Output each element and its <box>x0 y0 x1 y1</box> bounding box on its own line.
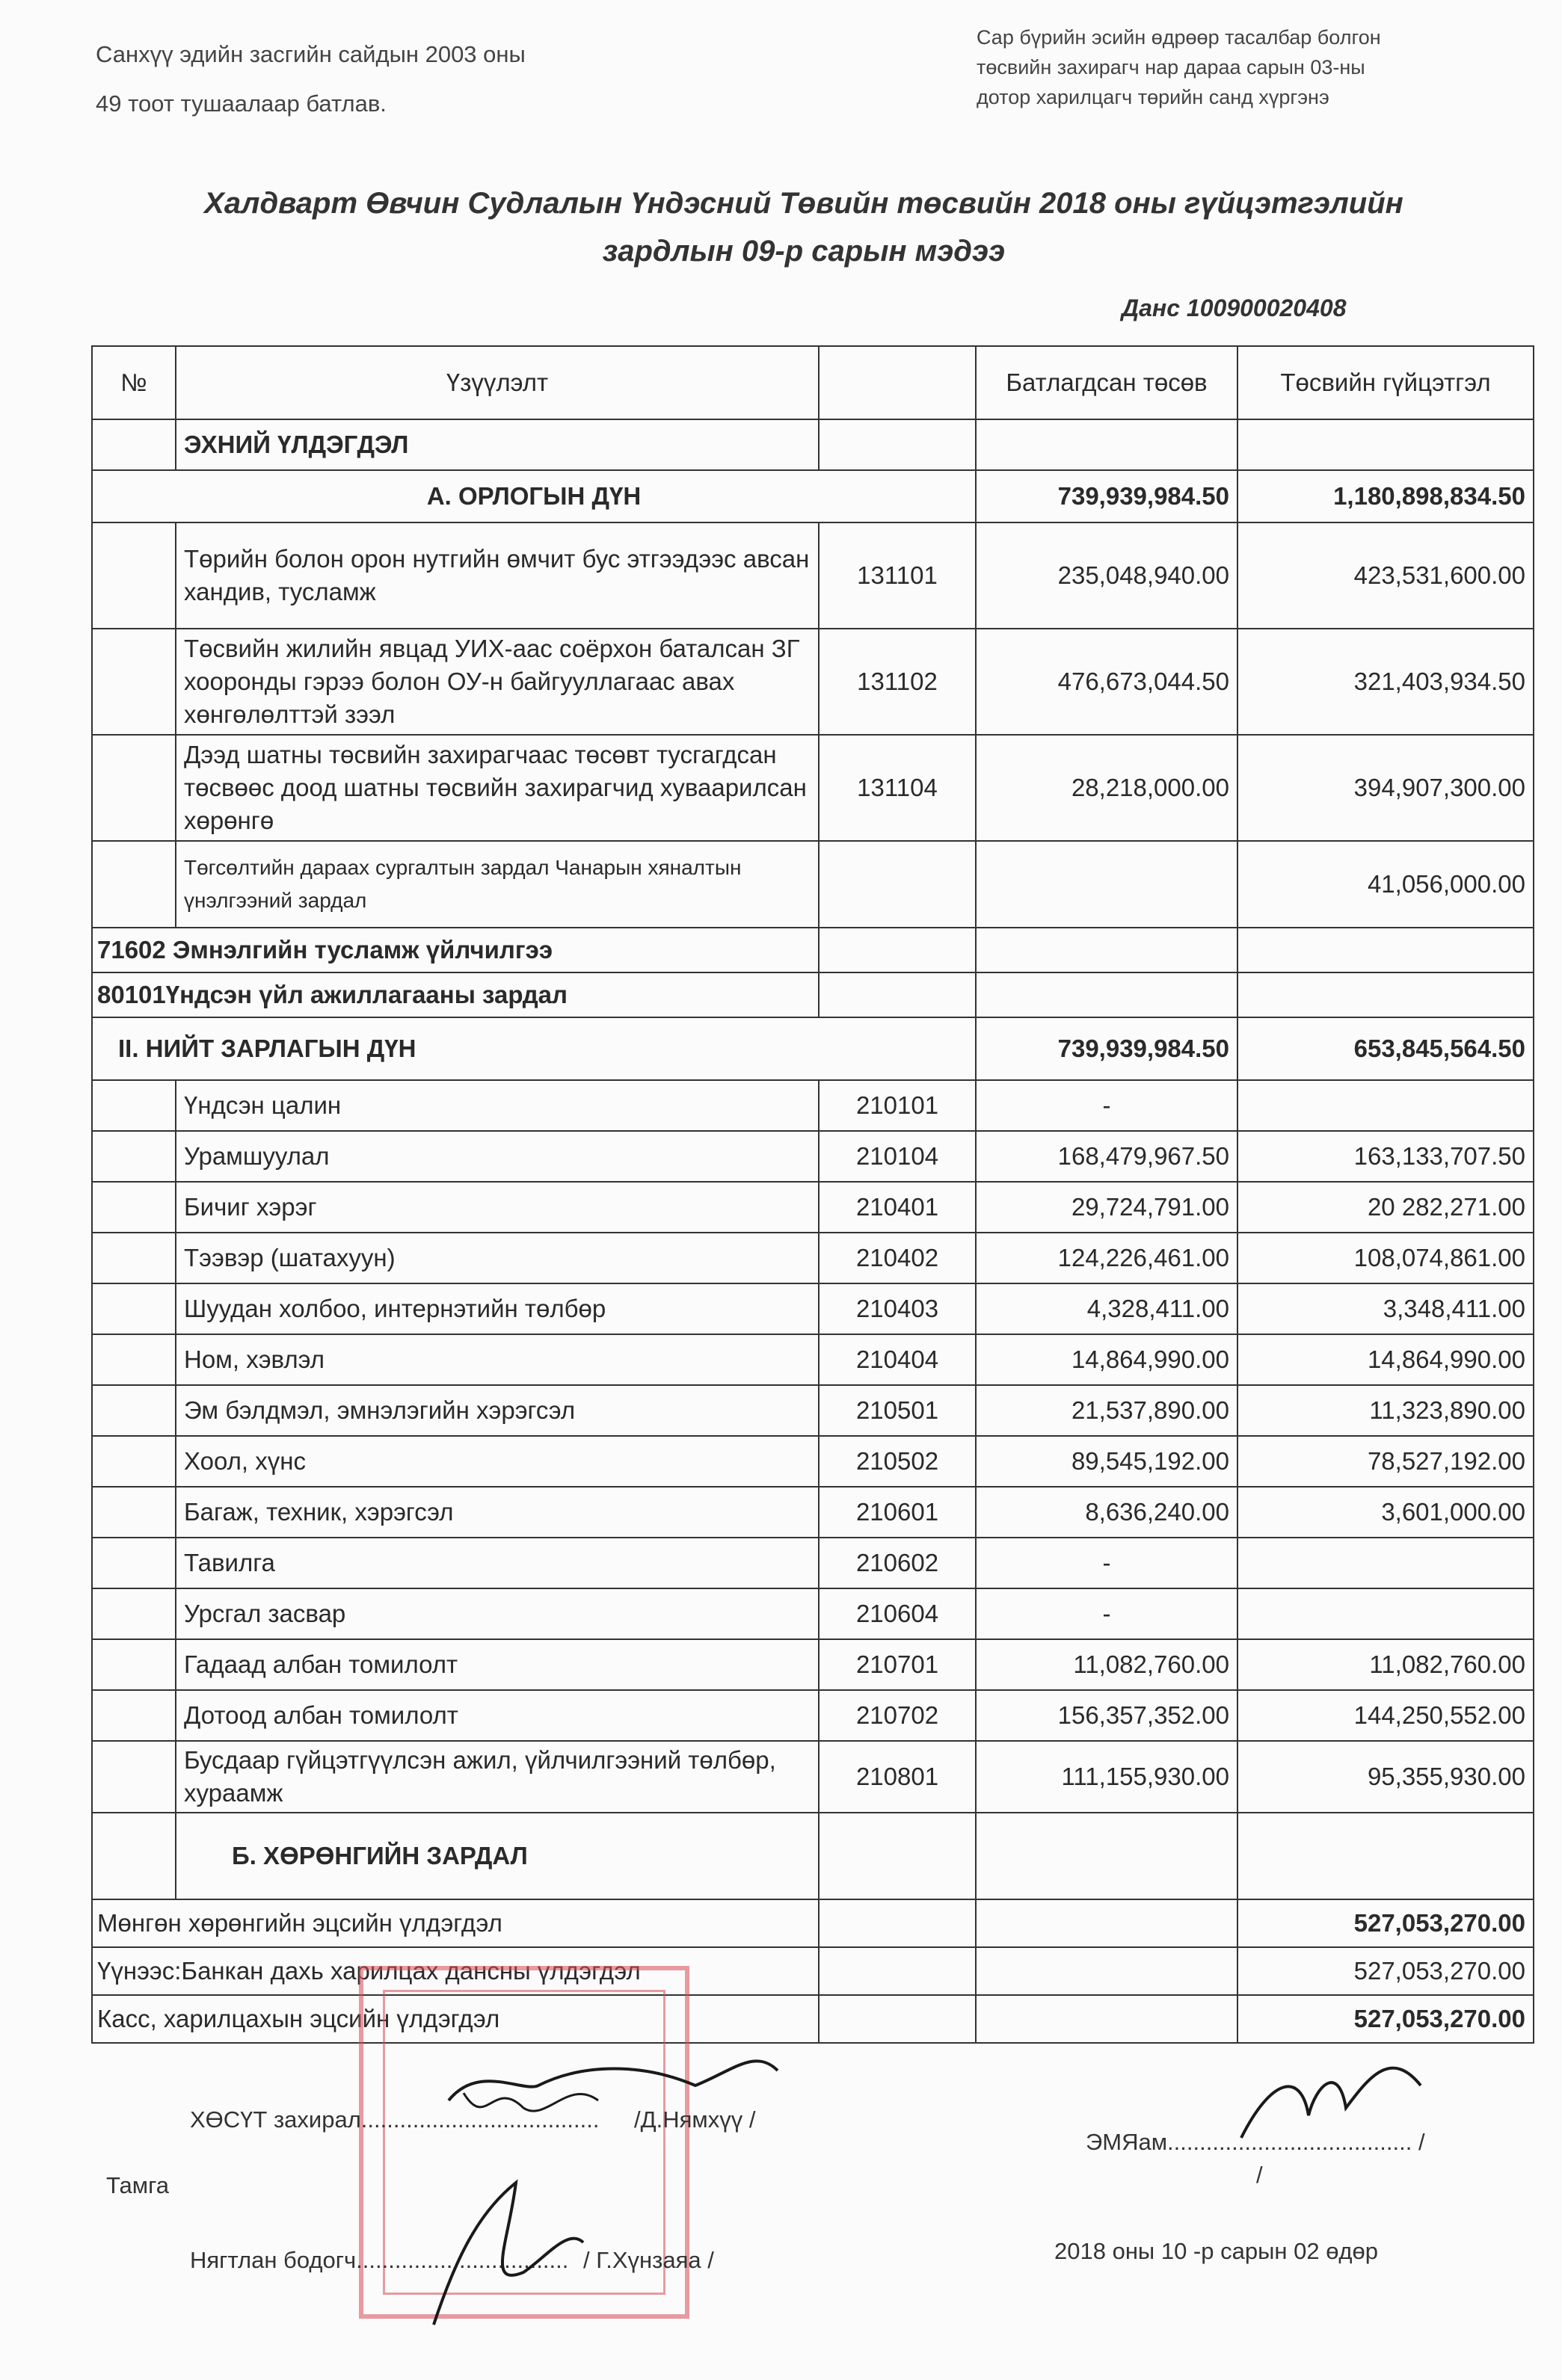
header-right-line2: төсвийн захирагч нар дараа сарын 03-ны <box>977 56 1365 78</box>
account-number: Данс 100900020408 <box>1122 295 1347 321</box>
closing-row-label: Үүнээс:Банкан дахь харилцах дансны үлдэгдэл <box>92 1947 819 1995</box>
row-number <box>92 1436 176 1487</box>
closing-row-approved <box>976 1899 1237 1947</box>
expense-row-approved: 11,082,760.00 <box>976 1639 1237 1690</box>
income-row-actual: 321,403,934.50 <box>1237 629 1534 735</box>
closing-row-code <box>819 1947 976 1995</box>
accountant-signature-line: Нягтлан бодогч................................. <box>190 2247 569 2273</box>
income-row-actual: 394,907,300.00 <box>1237 735 1534 841</box>
expense-row <box>92 1690 1534 1741</box>
closing-row <box>92 1899 1534 1947</box>
document-date: 2018 оны 10 -р сарын 02 өдөр <box>1054 2238 1379 2264</box>
expense-row-code: 210404 <box>819 1334 976 1385</box>
expense-row-label: Үндсэн цалин <box>176 1080 819 1131</box>
expense-row-label: Бусдаар гүйцэтгүүлсэн ажил, үйлчилгээний төлбөр, хураамж <box>176 1741 819 1813</box>
budget-table <box>91 345 1534 2044</box>
header-left-line1: Санхүү эдийн засгийн сайдын 2003 оны <box>96 41 526 67</box>
income-total-approved: 739,939,984.50 <box>976 470 1237 522</box>
expense-total-label: II. НИЙТ ЗАРЛАГЫН ДҮН <box>92 1017 976 1080</box>
expense-total-row <box>92 1017 1534 1080</box>
income-row-code: 131102 <box>819 629 976 735</box>
expense-row-label: Ном, хэвлэл <box>176 1334 819 1385</box>
expense-row <box>92 1639 1534 1690</box>
expense-total-actual: 653,845,564.50 <box>1237 1017 1534 1080</box>
row-number <box>92 1741 176 1813</box>
row-number <box>92 1639 176 1690</box>
expense-row-approved: 89,545,192.00 <box>976 1436 1237 1487</box>
expense-row-code: 210801 <box>819 1741 976 1813</box>
expense-row-approved: 168,479,967.50 <box>976 1131 1237 1182</box>
closing-row-code <box>819 1995 976 2043</box>
expense-row-approved: - <box>976 1588 1237 1639</box>
expense-row-actual: 163,133,707.50 <box>1237 1131 1534 1182</box>
income-row-code: 131104 <box>819 735 976 841</box>
expense-row-code: 210401 <box>819 1182 976 1233</box>
expense-row <box>92 1487 1534 1538</box>
expense-row-label: Тавилга <box>176 1538 819 1588</box>
expense-row-approved: 8,636,240.00 <box>976 1487 1237 1538</box>
expense-row-approved: 21,537,890.00 <box>976 1385 1237 1436</box>
col-header-no: № <box>92 346 176 419</box>
income-row-label: Дээд шатны төсвийн захирагчаас төсөвт тусгагдсан төсвөөс доод шатны төсвийн захирагчид хуваарилсан хөрөнгө <box>176 735 819 841</box>
expense-row <box>92 1385 1534 1436</box>
expense-row-code: 210502 <box>819 1436 976 1487</box>
expense-row <box>92 1080 1534 1131</box>
closing-row-actual: 527,053,270.00 <box>1237 1899 1534 1947</box>
director-name: /Д.Нямхүү / <box>634 2106 756 2133</box>
expense-row-code: 210501 <box>819 1385 976 1436</box>
expense-total-approved: 739,939,984.50 <box>976 1017 1237 1080</box>
row-number <box>92 1182 176 1233</box>
expense-row-code: 210402 <box>819 1233 976 1283</box>
title-line2: зардлын 09-р сарын мэдээ <box>602 235 1006 268</box>
expense-row-actual: 20 282,271.00 <box>1237 1182 1534 1233</box>
expense-row <box>92 1538 1534 1588</box>
expense-row-code: 210403 <box>819 1283 976 1334</box>
header-right-line3: дотор харилцагч төрийн санд хүргэнэ <box>977 86 1329 108</box>
program-row-2 <box>92 972 1534 1017</box>
header-right-line1: Сар бүрийн эсийн өдрөөр тасалбар болгон <box>977 26 1381 49</box>
row-number <box>92 1588 176 1639</box>
income-total-label: А. ОРЛОГЫН ДҮН <box>92 470 976 522</box>
expense-row <box>92 1182 1534 1233</box>
expense-row-label: Гадаад албан томилолт <box>176 1639 819 1690</box>
expense-row-label: Хоол, хүнс <box>176 1436 819 1487</box>
expense-row <box>92 1436 1534 1487</box>
income-total-row <box>92 470 1534 522</box>
capital-expense-row <box>92 1813 1534 1899</box>
income-row-label: Төгсөлтийн дараах сургалтын зардал Чанарын хяналтын үнэлгээний зардал <box>176 841 819 928</box>
expense-row-actual: 108,074,861.00 <box>1237 1233 1534 1283</box>
income-row-approved: 28,218,000.00 <box>976 735 1237 841</box>
income-row-approved: 235,048,940.00 <box>976 522 1237 629</box>
col-header-actual: Төсвийн гүйцэтгэл <box>1237 346 1534 419</box>
director-signature-line: ХӨСҮТ захирал..................................... <box>190 2106 600 2133</box>
row-number <box>92 841 176 928</box>
capital-expense-label: Б. ХӨРӨНГИЙН ЗАРДАЛ <box>176 1813 819 1899</box>
income-row <box>92 735 1534 841</box>
closing-row-approved <box>976 1995 1237 2043</box>
closing-row <box>92 1995 1534 2043</box>
expense-row-approved: 4,328,411.00 <box>976 1283 1237 1334</box>
expense-row-actual <box>1237 1588 1534 1639</box>
expense-row-actual: 3,348,411.00 <box>1237 1283 1534 1334</box>
expense-row-actual: 78,527,192.00 <box>1237 1436 1534 1487</box>
row-number <box>92 1385 176 1436</box>
income-row-label: Төрийн болон орон нутгийн өмчит бус этгээдээс авсан хандив, тусламж <box>176 522 819 629</box>
closing-rows <box>92 1899 1534 2043</box>
income-row-approved: 476,673,044.50 <box>976 629 1237 735</box>
row-number <box>92 1080 176 1131</box>
expense-row-actual <box>1237 1080 1534 1131</box>
expense-row <box>92 1131 1534 1182</box>
closing-row-code <box>819 1899 976 1947</box>
expense-rows <box>92 1080 1534 1813</box>
closing-row-actual: 527,053,270.00 <box>1237 1995 1534 2043</box>
program-1-label: 71602 Эмнэлгийн тусламж үйлчилгээ <box>92 928 819 972</box>
program-2-label: 80101Үндсэн үйл ажиллагааны зардал <box>92 972 819 1017</box>
document-title <box>105 179 1503 275</box>
expense-row-approved: 156,357,352.00 <box>976 1690 1237 1741</box>
income-row-approved <box>976 841 1237 928</box>
row-number <box>92 629 176 735</box>
expense-row-label: Тээвэр (шатахуун) <box>176 1233 819 1283</box>
row-number <box>92 1690 176 1741</box>
expense-row-label: Дотоод албан томилолт <box>176 1690 819 1741</box>
closing-row-label: Касс, харилцахын эцсийн үлдэгдэл <box>92 1995 819 2043</box>
row-number <box>92 1538 176 1588</box>
expense-row-code: 210602 <box>819 1538 976 1588</box>
header-left-line2: 49 тоот тушаалаар батлав. <box>96 90 387 117</box>
row-number <box>92 1131 176 1182</box>
income-total-actual: 1,180,898,834.50 <box>1237 470 1534 522</box>
income-row-code: 131101 <box>819 522 976 629</box>
income-row-code <box>819 841 976 928</box>
expense-row-approved: - <box>976 1538 1237 1588</box>
row-number <box>92 1283 176 1334</box>
row-number <box>92 1334 176 1385</box>
opening-balance-label: ЭХНИЙ ҮЛДЭГДЭЛ <box>176 419 819 470</box>
income-row <box>92 629 1534 735</box>
expense-row <box>92 1233 1534 1283</box>
expense-row-label: Урсгал засвар <box>176 1588 819 1639</box>
expense-row-code: 210101 <box>819 1080 976 1131</box>
header-row <box>92 346 1534 419</box>
expense-row-approved: - <box>976 1080 1237 1131</box>
expense-row-approved: 29,724,791.00 <box>976 1182 1237 1233</box>
ministry-signature-line: ЭМЯам...................................... / <box>1086 2129 1425 2155</box>
closing-row-label: Мөнгөн хөрөнгийн эцсийн үлдэгдэл <box>92 1899 819 1947</box>
ministry-slash: / <box>1256 2162 1263 2188</box>
closing-row-actual: 527,053,270.00 <box>1237 1947 1534 1995</box>
opening-balance-row <box>92 419 1534 470</box>
header-left <box>96 30 526 129</box>
income-row <box>92 522 1534 629</box>
closing-row-approved <box>976 1947 1237 1995</box>
income-row <box>92 841 1534 928</box>
income-row-label: Төсвийн жилийн явцад УИХ-аас соёрхон баталсан ЗГ хооронды гэрээ болон ОУ-н байгууллагаас авах хөнгөлөлттэй зээл <box>176 629 819 735</box>
closing-row <box>92 1947 1534 1995</box>
expense-row-actual: 11,082,760.00 <box>1237 1639 1534 1690</box>
expense-row-label: Урамшуулал <box>176 1131 819 1182</box>
expense-row <box>92 1741 1534 1813</box>
title-line1: Халдварт Өвчин Судлалын Үндэсний Төвийн төсвийн 2018 оны гүйцэтгэлийн <box>204 187 1403 220</box>
expense-row-approved: 111,155,930.00 <box>976 1741 1237 1813</box>
expense-row <box>92 1588 1534 1639</box>
row-number <box>92 1233 176 1283</box>
expense-row-label: Бичиг хэрэг <box>176 1182 819 1233</box>
expense-row-actual: 95,355,930.00 <box>1237 1741 1534 1813</box>
expense-row-code: 210701 <box>819 1639 976 1690</box>
expense-row <box>92 1334 1534 1385</box>
expense-row-actual: 11,323,890.00 <box>1237 1385 1534 1436</box>
expense-row-label: Эм бэлдмэл, эмнэлэгийн хэрэгсэл <box>176 1385 819 1436</box>
row-number <box>92 522 176 629</box>
header-right <box>977 22 1545 112</box>
expense-row-code: 210601 <box>819 1487 976 1538</box>
col-header-code <box>819 346 976 419</box>
expense-row-actual: 14,864,990.00 <box>1237 1334 1534 1385</box>
expense-row-approved: 14,864,990.00 <box>976 1334 1237 1385</box>
col-header-approved: Батлагдсан төсөв <box>976 346 1237 419</box>
expense-row <box>92 1283 1534 1334</box>
program-row-1 <box>92 928 1534 972</box>
expense-row-code: 210104 <box>819 1131 976 1182</box>
expense-row-approved: 124,226,461.00 <box>976 1233 1237 1283</box>
expense-row-code: 210604 <box>819 1588 976 1639</box>
expense-row-actual: 144,250,552.00 <box>1237 1690 1534 1741</box>
expense-row-label: Шуудан холбоо, интернэтийн төлбөр <box>176 1283 819 1334</box>
row-number <box>92 735 176 841</box>
income-row-actual: 41,056,000.00 <box>1237 841 1534 928</box>
income-row-actual: 423,531,600.00 <box>1237 522 1534 629</box>
col-header-item: Үзүүлэлт <box>176 346 819 419</box>
accountant-name: / Г.Хүнзаяа / <box>583 2247 714 2273</box>
expense-row-label: Багаж, техник, хэрэгсэл <box>176 1487 819 1538</box>
row-number <box>92 1487 176 1538</box>
expense-row-code: 210702 <box>819 1690 976 1741</box>
income-rows <box>92 522 1534 928</box>
expense-row-actual: 3,601,000.00 <box>1237 1487 1534 1538</box>
expense-row-actual <box>1237 1538 1534 1588</box>
stamp-label: Тамга <box>106 2172 169 2198</box>
